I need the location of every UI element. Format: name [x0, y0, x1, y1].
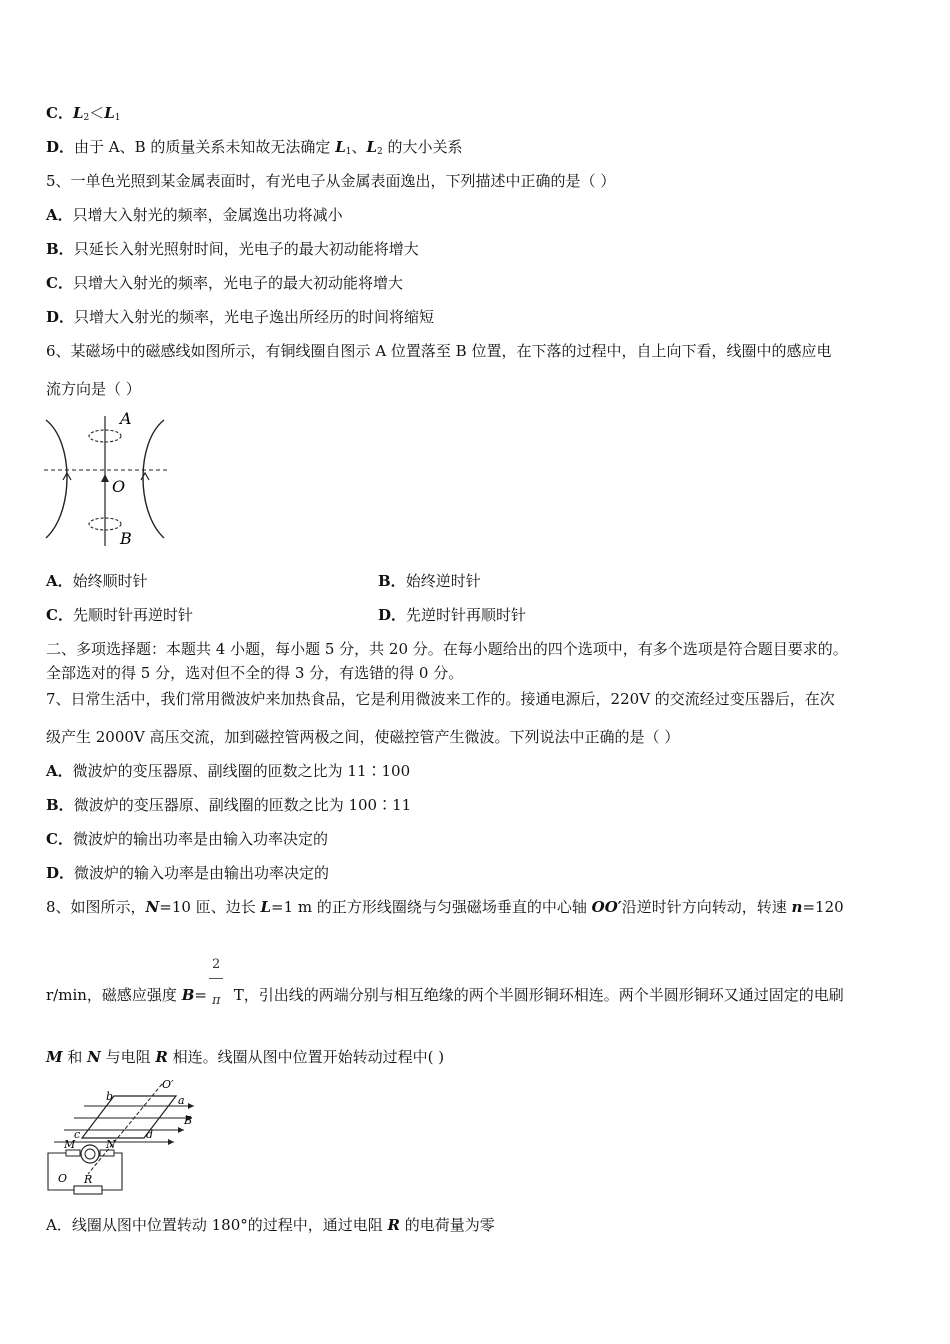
label-c: c	[74, 1128, 81, 1141]
label-n: N	[106, 1138, 116, 1151]
label-r: R	[84, 1173, 93, 1186]
q7-option-b: B．微波炉的变压器原、副线圈的匝数之比为 100∶11	[46, 796, 412, 814]
q7-option-a: A．微波炉的变压器原、副线圈的匝数之比为 11∶100	[46, 762, 411, 780]
q5-option-c: C．只增大入射光的频率，光电子的最大初动能将增大	[46, 274, 403, 292]
q8-stem-line1: 8、如图所示，N=10 匝、边长 L=1 m 的正方形线圈绕与匀强磁场垂直的中心轴 OO′沿逆时针方向转动，转速 n=120	[46, 898, 844, 916]
q7-option-c: C．微波炉的输出功率是由输入功率决定的	[46, 830, 328, 848]
q6-option-a: A．始终顺时针	[46, 572, 148, 590]
q4-option-d: D．由于 A、B 的质量关系未知故无法确定 $L_1$、$L_2$ 的大小关系	[46, 138, 463, 157]
fraction-denominator: π	[212, 993, 221, 1008]
q5-stem: 5、一单色光照到某金属表面时，有光电子从金属表面逸出，下列描述中正确的是（ ）	[46, 172, 616, 190]
label-o: O	[58, 1172, 68, 1185]
q7-stem-line2: 级产生 2000V 高压交流，加到磁控管两极之间，使磁控管产生微波。下列说法中正确的是（ ）	[46, 728, 680, 746]
label-a: a	[178, 1094, 185, 1107]
q7-stem-line1: 7、日常生活中，我们常用微波炉来加热食品，它是利用微波来工作的。接通电源后，220V 的交流经过变压器后，在次	[46, 690, 835, 708]
q8-stem-line3: M 和 N 与电阻 R 相连。线圈从图中位置开始转动过程中( )	[46, 1048, 445, 1066]
magnetic-field-figure	[44, 412, 168, 550]
label-b: b	[106, 1090, 114, 1103]
q6-stem-line1: 6、某磁场中的磁感线如图所示，有铜线圈自图示 A 位置落至 B 位置，在下落的过程中，自上向下看，线圈中的感应电	[46, 342, 832, 360]
q8-stem-line2: r/min，磁感应强度 B= T，引出线的两端分别与相互绝缘的两个半圆形铜环相连。两个半圆形铜环又通过固定的电刷	[46, 986, 844, 1004]
fraction-numerator: 2	[212, 957, 221, 972]
q7-option-d: D．微波炉的输入功率是由输出功率决定的	[46, 864, 330, 882]
q5-option-a: A．只增大入射光的频率，金属逸出功将减小	[46, 206, 343, 224]
section2-line1: 二、多项选择题：本题共 4 小题，每小题 5 分，共 20 分。在每小题给出的四个选项中，有多个选项是符合题目要求的。	[46, 640, 848, 658]
q4-option-c: C．$L_2<L_1$	[46, 104, 121, 123]
q5-option-d: D．只增大入射光的频率，光电子逸出所经历的时间将缩短	[46, 308, 435, 326]
label-a: A	[120, 412, 132, 428]
fraction-bar	[209, 978, 223, 979]
label-o-prime: O′	[162, 1078, 174, 1091]
label-b: B	[120, 529, 132, 548]
label-field-b: B	[184, 1114, 193, 1127]
q6-option-d: D．先逆时针再顺时针	[378, 606, 527, 624]
section2-line2: 全部选对的得 5 分，选对但不全的得 3 分，有选错的得 0 分。	[46, 664, 464, 682]
q8-option-a: A．线圈从图中位置转动 180°的过程中，通过电阻 R 的电荷量为零	[46, 1216, 495, 1234]
option-label: C．	[46, 104, 73, 122]
label-o: O	[112, 477, 126, 496]
q6-stem-line2: 流方向是（ ）	[46, 380, 141, 398]
label-d: d	[146, 1128, 154, 1141]
rotating-coil-figure	[44, 1078, 204, 1196]
q6-option-b: B．始终逆时针	[378, 572, 481, 590]
q5-option-b: B．只延长入射光照射时间，光电子的最大初动能将增大	[46, 240, 419, 258]
q6-option-c: C．先顺时针再逆时针	[46, 606, 193, 624]
label-m: M	[64, 1138, 76, 1151]
